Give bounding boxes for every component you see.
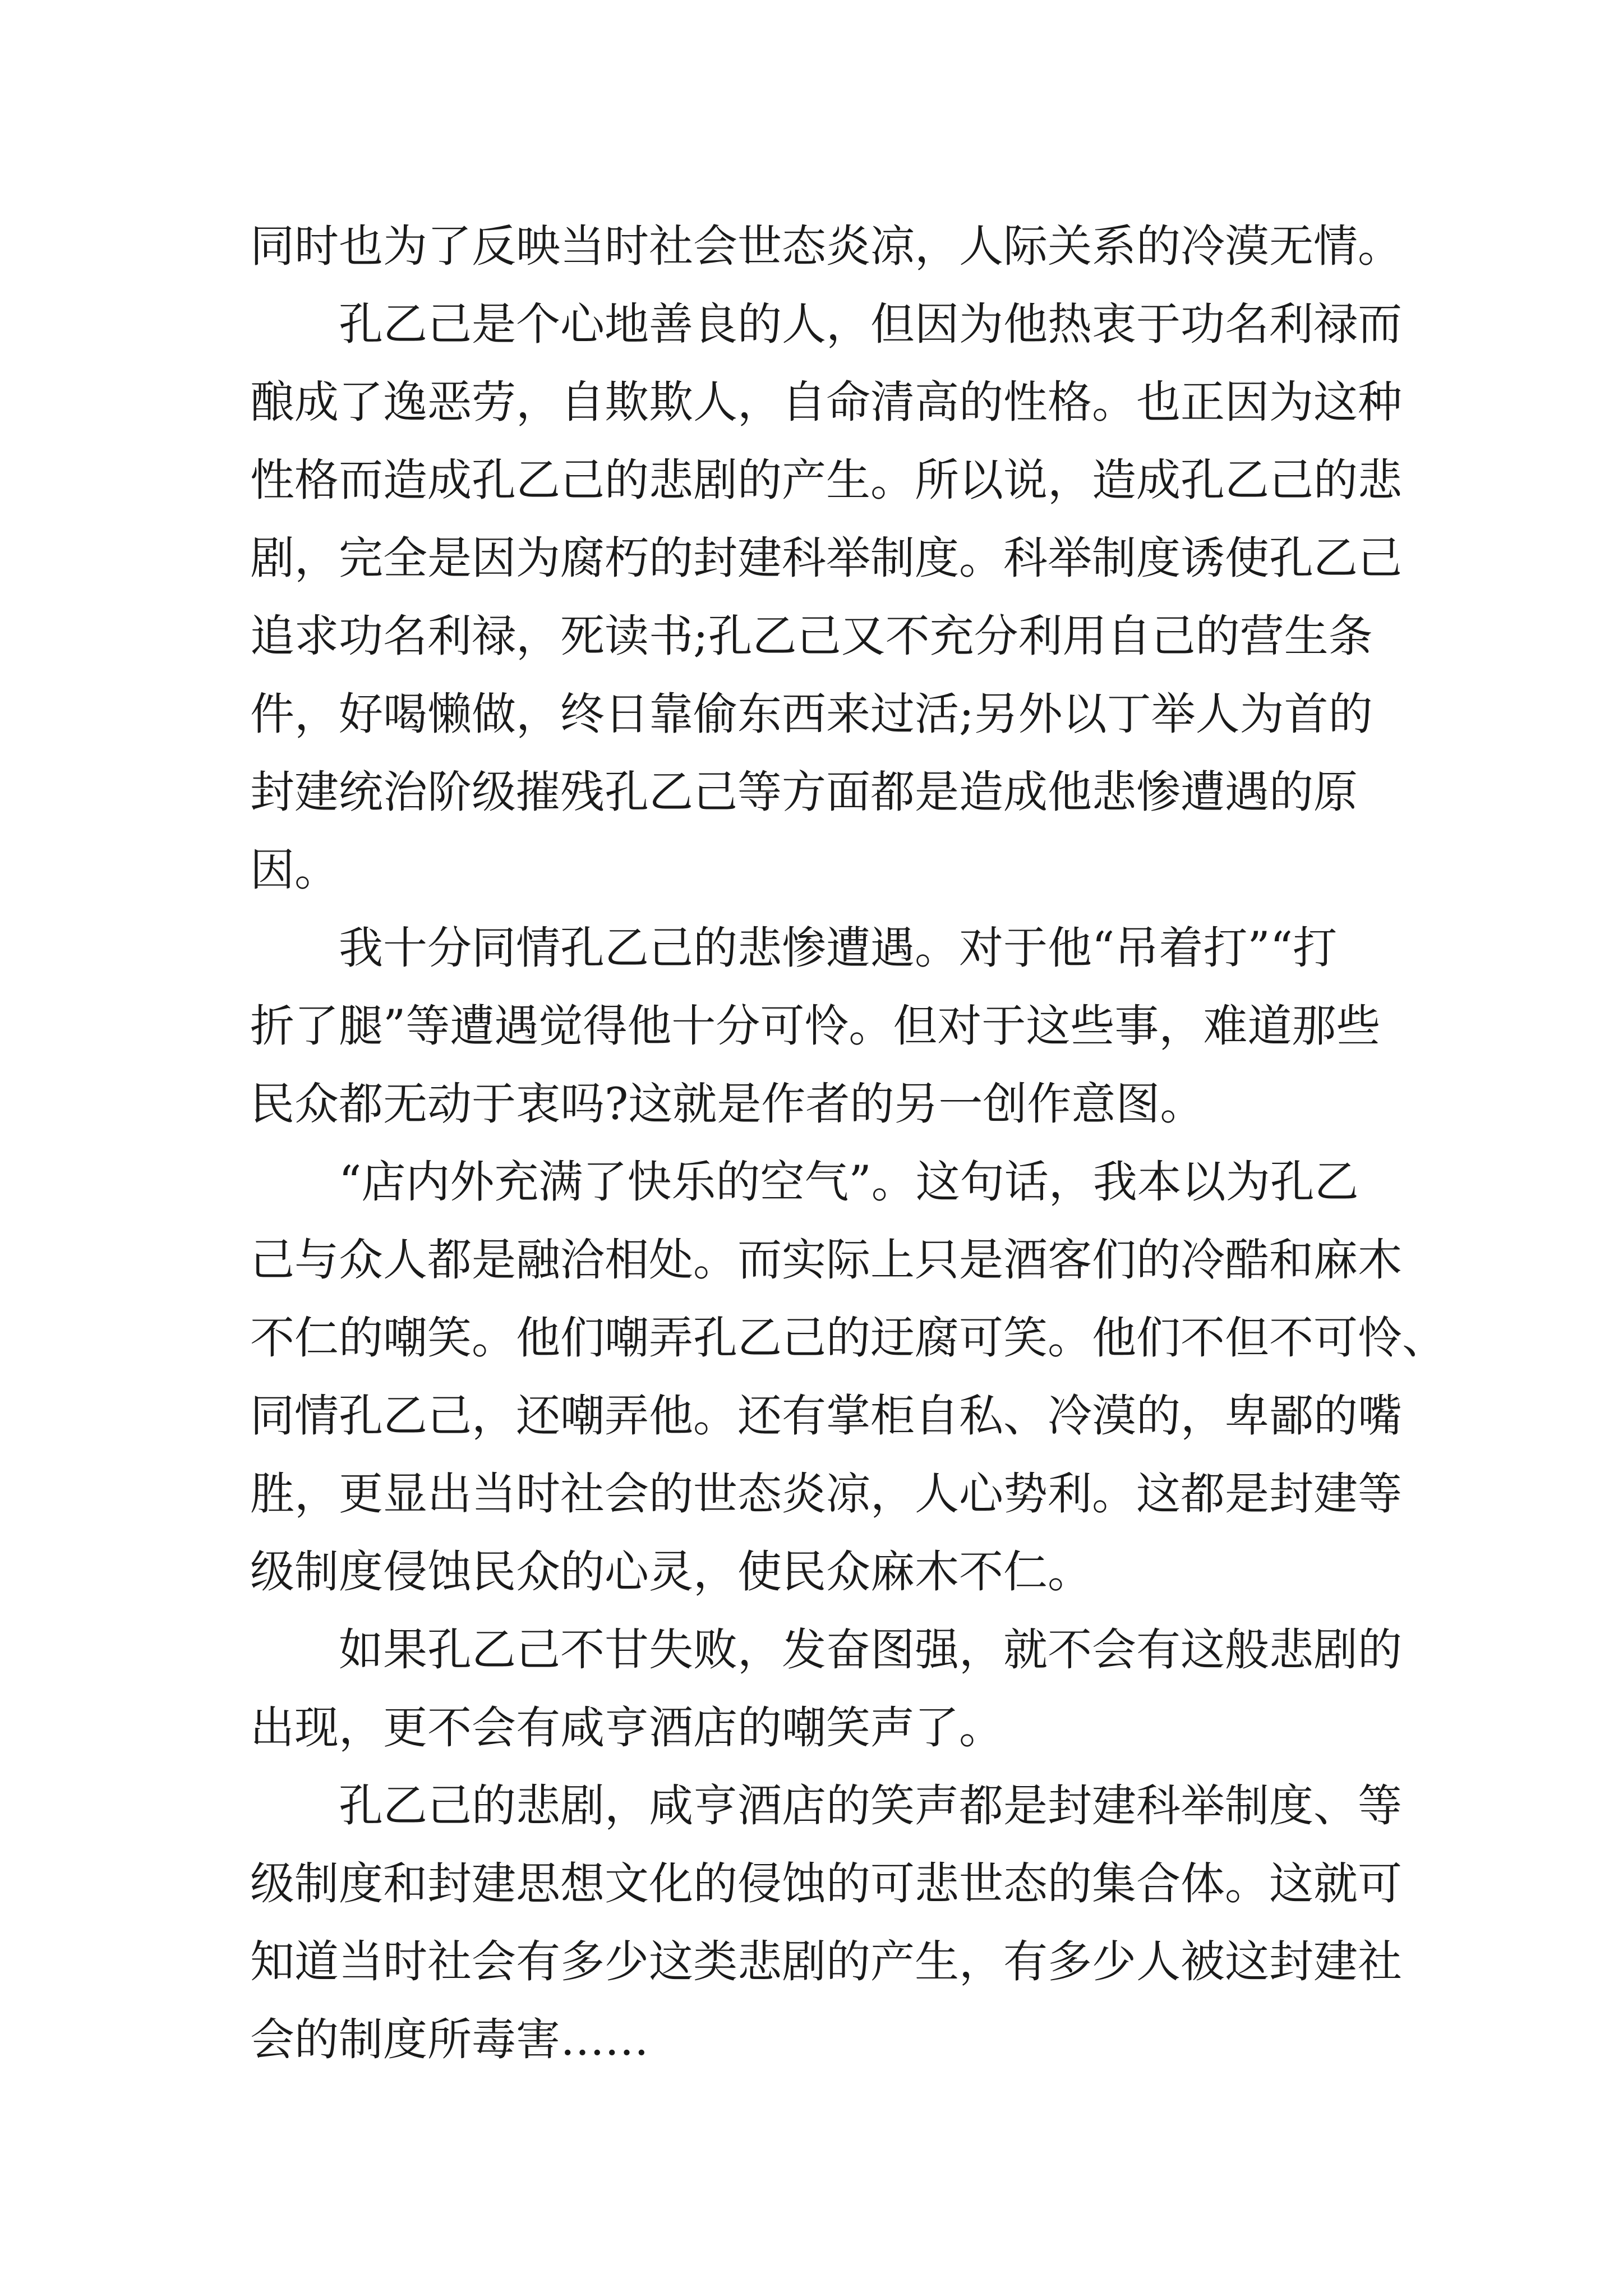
document-body [250,208,1446,2079]
text-line: 件，好喝懒做，终日靠偷东西来过活;另外以丁举人为首的 [250,688,1373,740]
text-line: 己与众人都是融洽相处。而实际上只是酒客们的冷酷和麻木 [250,1234,1402,1286]
text-line: 孔乙己是个心地善良的人，但因为他热衷于功名利禄而 [339,298,1402,350]
text-line: 级制度侵蚀民众的心灵，使民众麻木不仁。 [250,1546,1092,1598]
text-line: 胜，更显出当时社会的世态炎凉，人心势利。这都是封建等 [250,1468,1402,1520]
text-line: 追求功名利禄，死读书;孔乙己又不充分利用自己的营生条 [250,610,1373,662]
text-line: 级制度和封建思想文化的侵蚀的可悲世态的集合体。这就可 [250,1858,1402,1910]
text-line: 知道当时社会有多少这类悲剧的产生，有多少人被这封建社 [250,1936,1402,1987]
text-line: 性格而造成孔乙己的悲剧的产生。所以说，造成孔乙己的悲 [250,454,1402,506]
text-line: 因。 [250,844,339,896]
text-line: “店内外充满了快乐的空气”。这句话，我本以为孔乙 [339,1156,1359,1208]
text-line: 出现，更不会有咸亨酒店的嘲笑声了。 [250,1702,1003,1754]
text-line: 民众都无动于衷吗?这就是作者的另一创作意图。 [250,1078,1205,1130]
text-line: 不仁的嘲笑。他们嘲弄孔乙己的迂腐可笑。他们不但不可怜、 [250,1312,1446,1364]
text-line: 剧，完全是因为腐朽的封建科举制度。科举制度诱使孔乙己 [250,532,1402,584]
text-line: 我十分同情孔乙己的悲惨遭遇。对于他“吊着打”“打 [339,922,1338,974]
text-line: 如果孔乙己不甘失败，发奋图强，就不会有这般悲剧的 [339,1624,1402,1676]
text-line: 同时也为了反映当时社会世态炎凉，人际关系的冷漠无情。 [250,220,1402,272]
text-line: 折了腿”等遭遇觉得他十分可怜。但对于这些事，难道那些 [250,1000,1381,1052]
text-line: 会的制度所毒害…… [250,2014,649,2065]
text-line: 酿成了逸恶劳，自欺欺人，自命清高的性格。也正因为这种 [250,376,1402,428]
text-line: 孔乙己的悲剧，咸亨酒店的笑声都是封建科举制度、等 [339,1780,1402,1832]
text-line: 封建统治阶级摧残孔乙己等方面都是造成他悲惨遭遇的原 [250,766,1358,818]
text-line: 同情孔乙己，还嘲弄他。还有掌柜自私、冷漠的，卑鄙的嘴 [250,1390,1402,1442]
